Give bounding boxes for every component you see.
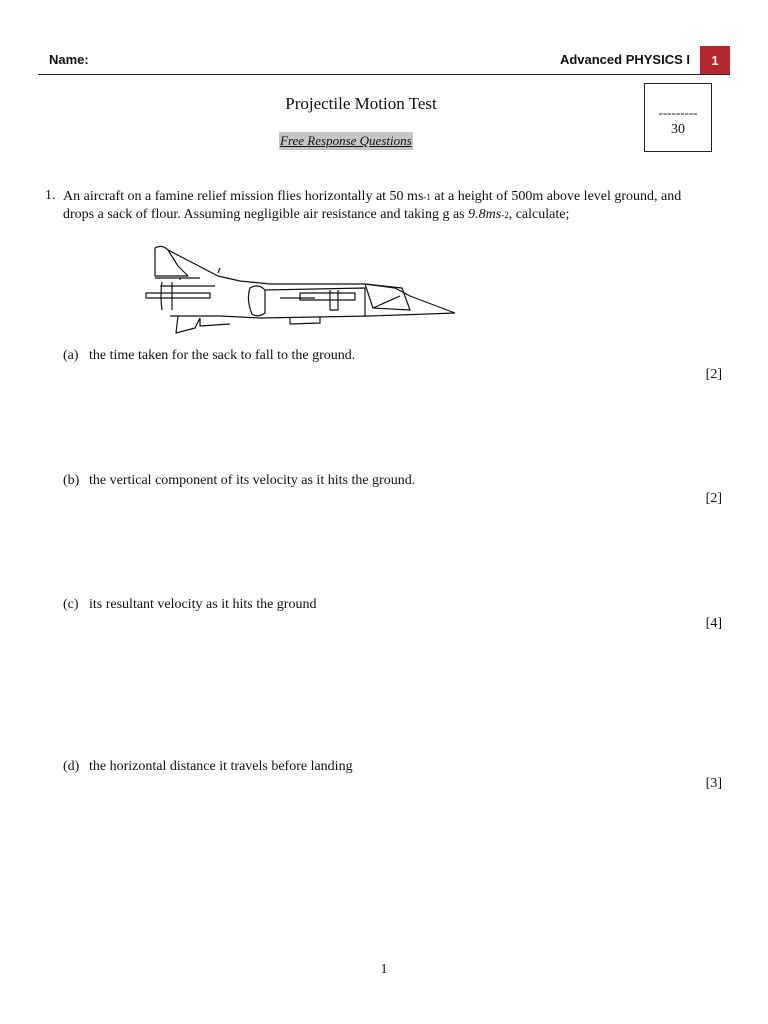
score-blank: --------- (658, 105, 698, 120)
question-text-part1: An aircraft on a famine relief mission flies horizontally at 50 ms (63, 189, 424, 204)
part-a-marks: [2] (705, 367, 722, 382)
name-label: Name: (49, 52, 89, 67)
g-value: 9.8ms (468, 207, 502, 222)
part-d-label: (d) (63, 759, 80, 774)
page-badge: 1 (700, 46, 730, 75)
jet-aircraft-icon (140, 238, 460, 338)
page-number: 1 (380, 962, 388, 977)
question-text (63, 188, 713, 224)
part-b-label: (b) (63, 473, 80, 488)
unit-exponent-1: -1 (423, 192, 431, 202)
part-c-text: its resultant velocity as it hits the ground (89, 597, 317, 612)
part-c-label: (c) (63, 597, 79, 612)
unit-exponent-2: -2 (501, 210, 509, 220)
question-text-part2: at a height of 500m above level ground, and drops a sack of flour. Assuming negligible air resistance and taking g as (63, 189, 682, 222)
score-total: 30 (671, 122, 685, 137)
test-title: Projectile Motion Test (285, 94, 437, 113)
part-a-label: (a) (63, 348, 79, 363)
part-d-marks: [3] (705, 776, 722, 791)
part-d-text: the horizontal distance it travels before landing (89, 759, 353, 774)
part-c-marks: [4] (705, 616, 722, 631)
question-text-part3: , calculate; (508, 207, 570, 222)
question-number: 1. (45, 188, 56, 203)
header-divider (38, 74, 730, 75)
part-b-marks: [2] (705, 491, 722, 506)
part-a-text: the time taken for the sack to fall to the ground. (89, 348, 356, 363)
course-title: Advanced PHYSICS I (559, 52, 690, 67)
part-b-text: the vertical component of its velocity as it hits the ground. (89, 473, 416, 488)
test-subtitle: Free Response Questions (280, 133, 412, 148)
score-box[interactable] (644, 83, 712, 152)
